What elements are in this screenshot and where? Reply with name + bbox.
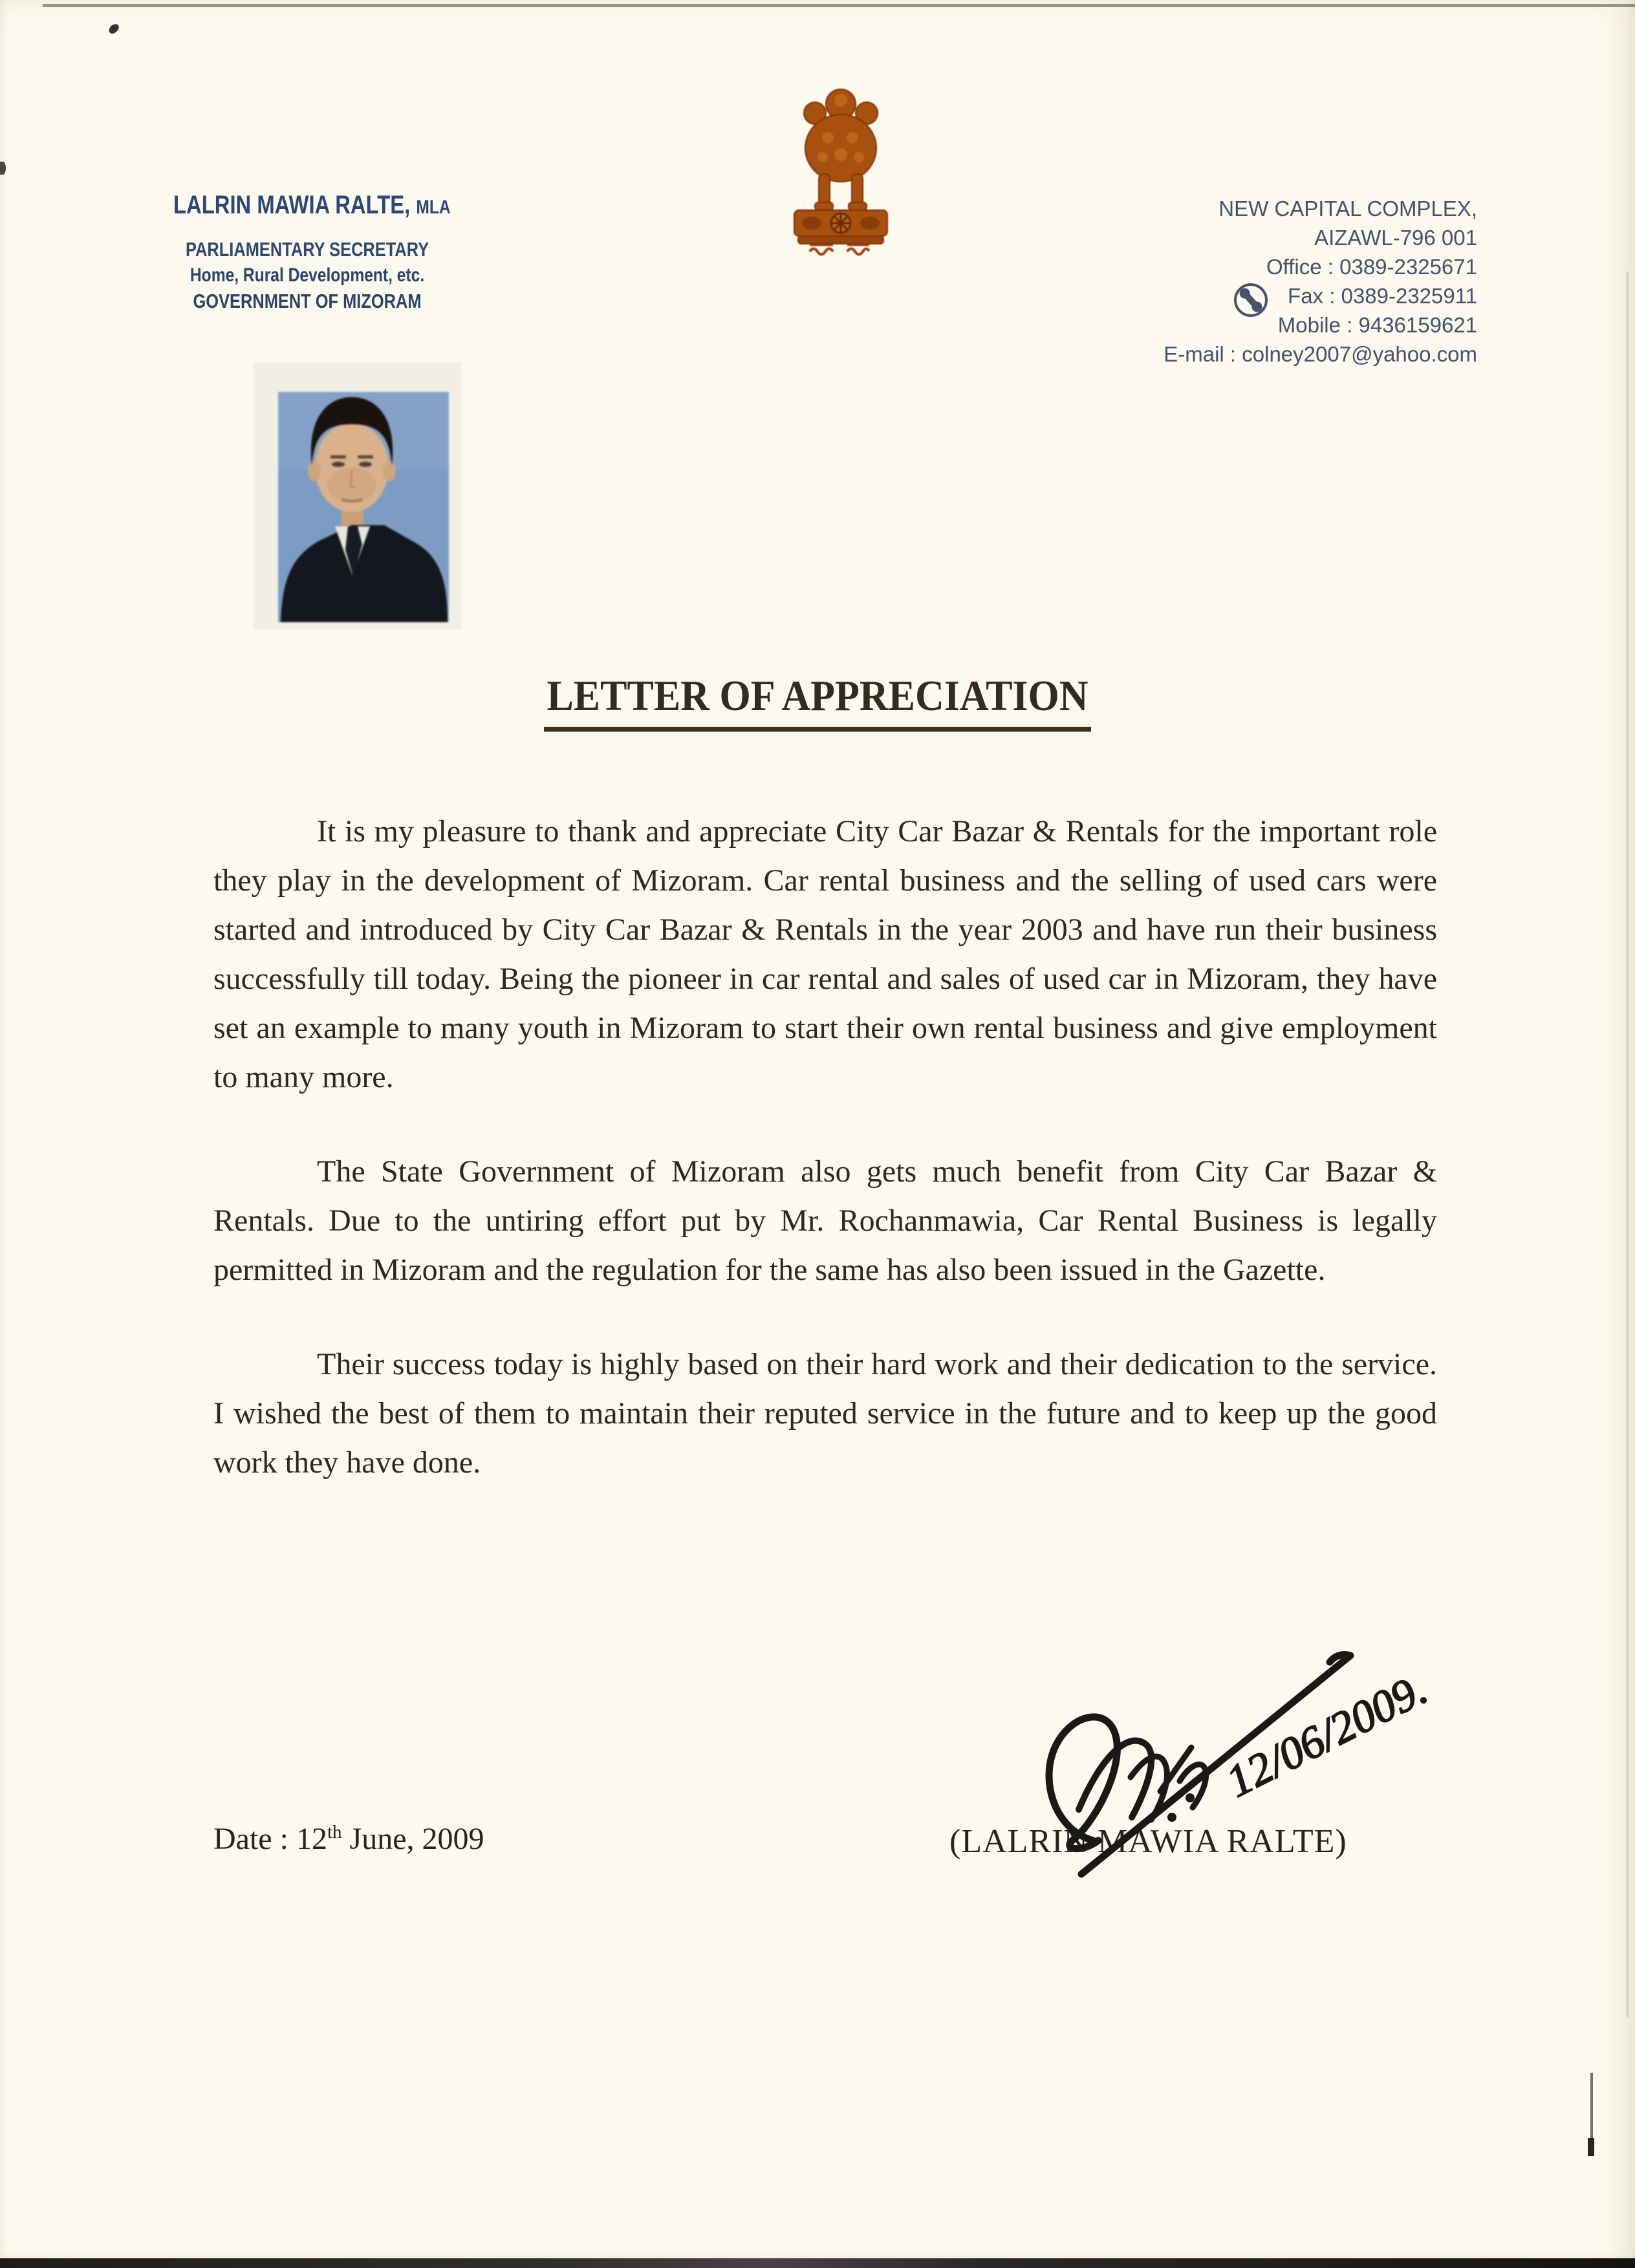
signatory-name: (LALRIN MAWIA RALTE) (949, 1823, 1347, 1860)
scan-edge-streak-right (1627, 272, 1629, 2018)
scan-speck (0, 162, 6, 175)
handwritten-signature (996, 1615, 1585, 1900)
sender-role: PARLIAMENTARY SECRETARY (185, 238, 429, 261)
sender-government: GOVERNMENT OF MIZORAM (193, 290, 422, 312)
scan-speck (107, 22, 120, 36)
portrait-photo (254, 362, 462, 629)
contact-address-2: AIZAWL-796 001 (1314, 226, 1477, 250)
contact-office: Office : 0389-2325671 (1266, 255, 1477, 279)
date-line (213, 1821, 484, 1857)
scan-edge-bar-bottom (0, 2258, 1635, 2268)
contact-email: E-mail : colney2007@yahoo.com (1164, 342, 1477, 366)
scan-edge-line-top (43, 4, 1635, 7)
paragraph-2: The State Government of Mizoram also gets much benefit from City Car Bazar & Rentals. Due to the untiring effort put by Mr. Rochanmawia, Car Rental Business is legally permitted in Mizoram and the regulation for the same has also been issued in the Gazette. (213, 1154, 1437, 1287)
paragraph-1: It is my pleasure to thank and appreciate City Car Bazar & Rentals for the important role they play in the development of Mizoram. Car rental business and the selling of used cars were started and introduced by City Car Bazar & Rentals in the year 2003 and have run their business successfully till today. Being the pioneer in car rental and sales of used car in Mizoram, they have set an example to many youth in Mizoram to start their own rental business and give employment to many more. (213, 814, 1437, 1094)
document-title: LETTER OF APPRECIATION (544, 672, 1090, 732)
phone-icon (1233, 282, 1269, 318)
sender-departments: Home, Rural Development, etc. (189, 265, 425, 286)
contact-address-1: NEW CAPITAL COMPLEX, (1218, 197, 1477, 221)
satyameva-jayate-motto (810, 245, 869, 255)
paragraph-3: Their success today is highly based on their hard work and their dedication to the service. I wished the best of them to maintain their reputed service in the future and to keep up the good work they have done. (213, 1347, 1437, 1480)
letterhead-contact-block (1067, 194, 1477, 369)
sender-name (173, 190, 451, 222)
state-emblem-of-india-icon (790, 78, 891, 261)
scan-mark-right-bottom-blob (1588, 2138, 1594, 2156)
date-prefix: Date : 12 (213, 1822, 327, 1856)
sender-name-suffix: MLA (416, 197, 451, 218)
sender-name-text: LALRIN MAWIA RALTE, (173, 191, 411, 219)
date-rest: June, 2009 (341, 1822, 484, 1856)
letterhead-sender-block (173, 190, 451, 314)
contact-fax: Fax : 0389-2325911 (1288, 284, 1477, 308)
document-title-row (0, 674, 1635, 729)
contact-mobile: Mobile : 9436159621 (1277, 313, 1477, 337)
handwritten-date: 12/06/2009. (1218, 1663, 1436, 1808)
date-ordinal: th (327, 1822, 342, 1842)
letter-body (213, 807, 1437, 1533)
scan-mark-right-bottom (1590, 2073, 1593, 2141)
